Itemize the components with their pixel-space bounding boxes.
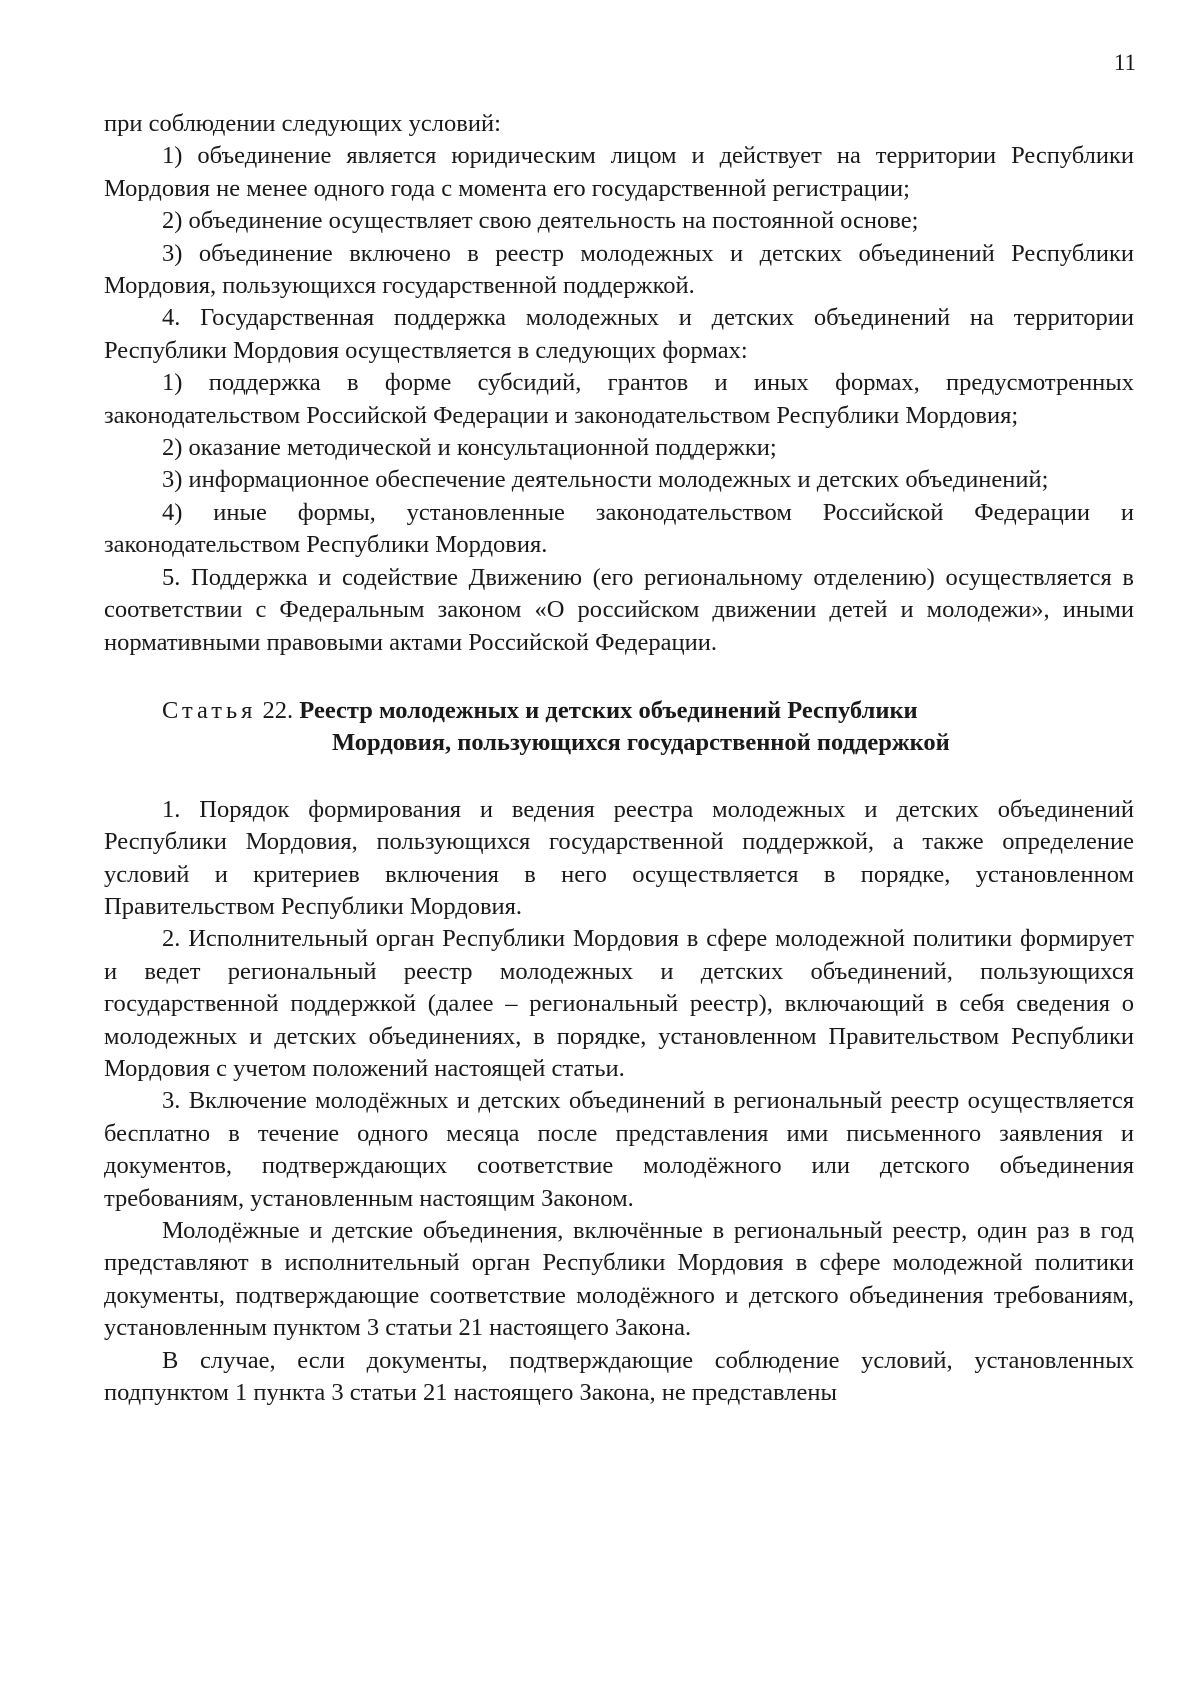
paragraph: 2) оказание методической и консультационной поддержки;: [162, 434, 777, 462]
paragraph: 1. Порядок формирования и ведения реестра молодежных и детских объединений Республики Мордовия, пользующихся государственной поддержкой, а также определение условий и критериев включения в него осуществляется в порядке, установленном Правительством Республики Мордовия.: [104, 795, 1134, 920]
page-number: 11: [1113, 50, 1136, 75]
paragraph: В случае, если документы, подтверждающие соблюдение условий, установленных подпунктом 1 пункта 3 статьи 21 настоящего Закона, не представлены: [104, 1346, 1134, 1407]
paragraph: 4) иные формы, установленные законодательством Российской Федерации и законодательством Республики Мордовия.: [104, 498, 1134, 559]
paragraph: 2. Исполнительный орган Республики Мордовия в сфере молодежной политики формирует и ведет региональный реестр молодежных и детских объединений, пользующихся государственной поддержкой (далее – региональный реестр), включающий в себя сведения о молодежных и детских объединениях, в порядке, установленном Правительством Республики Мордовия с учетом положений настоящей статьи.: [104, 925, 1134, 1082]
article-label: Статья: [162, 696, 257, 724]
paragraph: 1) объединение является юридическим лицом и действует на территории Республики Мордовия не менее одного года с момента его государственной регистрации;: [104, 142, 1134, 202]
paragraph: Молодёжные и детские объединения, включённые в региональный реестр, один раз в год представляют в исполнительный орган Республики Мордовия в сфере молодежной политики документы, подтверждающие соответствие молодёжного и детского объединения требованиям, установленным пунктом 3 статьи 21 настоящего Закона.: [104, 1217, 1134, 1342]
paragraph: при соблюдении следующих условий:: [104, 110, 501, 137]
paragraph: 3) информационное обеспечение деятельности молодежных и детских объединений;: [162, 466, 1049, 494]
article-heading: [104, 695, 1134, 760]
paragraph: 2) объединение осуществляет свою деятельность на постоянной основе;: [162, 207, 919, 235]
document-body: [104, 108, 1134, 1409]
paragraph: 1) поддержка в форме субсидий, грантов и иных формах, предусмотренных законодательством Российской Федерации и законодательством Республики Мордовия;: [104, 369, 1134, 429]
article-number: 22.: [262, 696, 294, 724]
article-title-line1: Реестр молодежных и детских объединений Республики: [299, 696, 918, 724]
article-title-line2: Мордовия, пользующихся государственной поддержкой: [332, 729, 950, 757]
paragraph: 4. Государственная поддержка молодежных и детских объединений на территории Республики Мордовия осуществляется в следующих формах:: [104, 304, 1134, 364]
paragraph: 5. Поддержка и содействие Движению (его региональному отделению) осуществляется в соответствии с Федеральным законом «О российском движении детей и молодежи», иными нормативными правовыми актами Российской Федерации.: [104, 563, 1134, 656]
paragraph: 3) объединение включено в реестр молодежных и детских объединений Республики Мордовия, пользующихся государственной поддержкой.: [104, 239, 1134, 300]
paragraph: 3. Включение молодёжных и детских объединений в региональный реестр осуществляется бесплатно в течение одного месяца после представления ими письменного заявления и документов, подтверждающих соответствие молодёжного или детского объединения требованиям, установленным настоящим Законом.: [104, 1087, 1134, 1212]
